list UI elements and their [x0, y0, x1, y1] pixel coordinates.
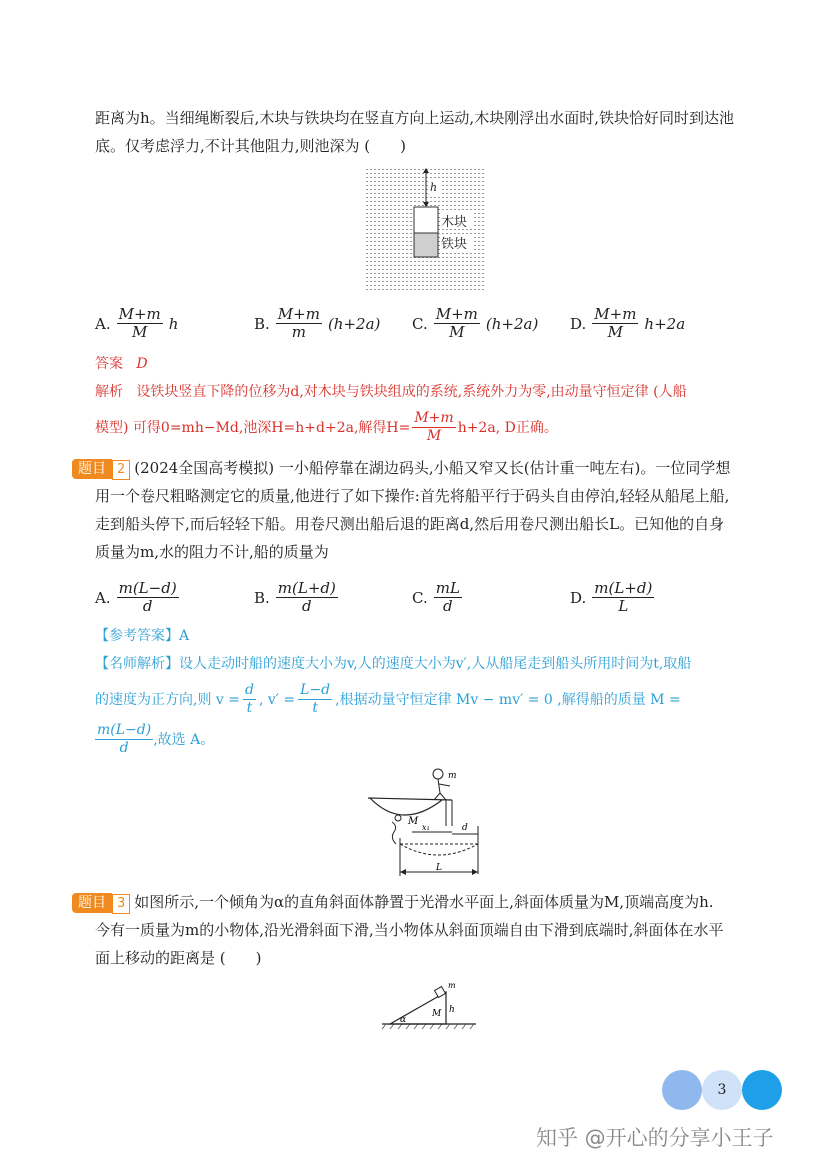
option-fraction: [434, 306, 480, 341]
q2-figure-L-label: L: [436, 863, 442, 873]
frac-numerator: L−d: [300, 682, 331, 698]
q1-figure-wood-label: 木块: [441, 215, 468, 230]
answer-label: 答案: [95, 356, 123, 372]
option-tail: (h+2a): [327, 314, 381, 333]
q1-option-b[interactable]: [254, 306, 380, 341]
analysis-label: 【名师解析】: [95, 656, 179, 672]
q2-ref-answer: 【参考答案】A: [95, 628, 190, 644]
q2-option-b[interactable]: [254, 580, 338, 615]
frac-denominator: d: [443, 597, 453, 615]
q2-option-a[interactable]: [95, 580, 179, 615]
frac-denominator: M: [132, 323, 148, 341]
option-letter: D.: [570, 314, 587, 333]
frac-numerator: M+m: [118, 305, 161, 323]
analysis-text: ,根据动量守恒定律 Mv − mv′ = 0 ,解得船的质量 M =: [335, 691, 681, 708]
q2-analysis-line3: [95, 722, 760, 757]
analysis-text: 模型) 可得0=mh−Md,池深H=h+d+2a,解得H=: [95, 419, 411, 436]
option-letter: C.: [412, 588, 428, 607]
q1-answer: [95, 350, 760, 378]
q2-analysis-line2: [95, 682, 760, 717]
frac-numerator: M+m: [277, 305, 320, 323]
q1-analysis-line1: [95, 378, 760, 406]
analysis-text: h+2a, D正确。: [457, 419, 558, 436]
option-tail: (h+2a): [485, 314, 539, 333]
q3-figure-m-label: m: [448, 981, 456, 990]
frac-numerator: m(L+d): [277, 579, 336, 597]
frac-denominator: t: [312, 700, 318, 716]
option-letter: D.: [570, 588, 587, 607]
frac-denominator: L: [618, 597, 629, 615]
option-letter: A.: [95, 314, 111, 333]
q3-figure-M-label: M: [432, 1009, 442, 1019]
q2-figure-m-label: m: [448, 771, 457, 781]
analysis-fraction-v: [243, 682, 256, 717]
analysis-fraction-v2: [298, 682, 332, 717]
question-tag: 题目: [72, 459, 112, 479]
option-fraction: [276, 580, 338, 615]
question-text: (2024全国高考模拟) 一小船停靠在湖边码头,小船又窄又长(估计重一吨左右)。一位同学想: [134, 459, 731, 477]
q2-text-line2: 用一个卷尺粗略测定它的质量,他进行了如下操作:首先将船平行于码头自由停泊,轻轻从船尾上船,: [95, 487, 730, 505]
frac-denominator: t: [246, 700, 253, 716]
option-fraction: [592, 306, 638, 341]
q2-figure-x1-label: x₁: [422, 823, 430, 832]
q3-text-line1: [72, 888, 772, 916]
question-text: 如图所示,一个倾角为α的直角斜面体静置于光滑水平面上,斜面体质量为M,顶端高度为h.: [134, 893, 714, 911]
q2-figure-d-label: d: [462, 823, 468, 833]
q2-text-line1: [72, 454, 772, 482]
option-fraction: [434, 580, 462, 615]
frac-numerator: M+m: [435, 305, 478, 323]
page-number: 3: [702, 1070, 742, 1110]
analysis-label: 解析: [95, 384, 123, 400]
answer-value: D: [136, 356, 148, 372]
analysis-text: 设人走动时船的速度大小为v,人的速度大小为v′,人从船尾走到船头所用时间为t,取船: [179, 656, 692, 672]
frac-denominator: d: [302, 597, 312, 615]
analysis-fraction-M: [95, 722, 153, 757]
option-letter: B.: [254, 588, 270, 607]
q1-figure-h-label: h: [430, 181, 438, 194]
frac-denominator: m: [291, 323, 306, 341]
page-circle-right: [742, 1070, 782, 1110]
question-number: 3: [112, 894, 130, 914]
question-tag: 题目: [72, 893, 112, 913]
frac-numerator: m(L−d): [97, 722, 152, 738]
q1-option-c[interactable]: [412, 306, 538, 341]
q3-figure-h-label: h: [449, 1005, 455, 1015]
option-fraction: [117, 306, 163, 341]
frac-numerator: M+m: [594, 305, 637, 323]
analysis-text: ,故选 A。: [153, 731, 215, 748]
q1-text-line2: 底。仅考虑浮力,不计其他阻力,则池深为 ( ): [95, 137, 407, 155]
analysis-text: , v′ =: [258, 691, 296, 708]
option-tail: h+2a: [644, 314, 686, 333]
frac-denominator: d: [142, 597, 153, 615]
q1-pool-figure: [366, 168, 486, 292]
q1-option-a[interactable]: [95, 306, 178, 341]
analysis-text: 设铁块竖直下降的位移为d,对木块与铁块组成的系统,系统外力为零,由动量守恒定律 (人船: [136, 384, 687, 400]
q3-text-line3: 面上移动的距离是 ( ): [95, 949, 262, 967]
analysis-fraction: [412, 410, 455, 445]
frac-numerator: m(L+d): [594, 579, 653, 597]
frac-numerator: d: [245, 682, 254, 698]
q1-analysis-line2: [95, 410, 760, 445]
page-circle-left: [662, 1070, 702, 1110]
q2-option-d[interactable]: [570, 580, 654, 615]
q2-figure-M-label: M: [408, 816, 419, 827]
frac-numerator: M+m: [414, 410, 454, 426]
q2-text-line3: 走到船头停下,而后轻轻下船。用卷尺测出船后退的距离d,然后用卷尺测出船长L。已知他的自身: [95, 515, 725, 533]
q2-text-line4: 质量为m,水的阻力不计,船的质量为: [95, 543, 329, 561]
q1-figure-iron-label: 铁块: [441, 237, 468, 252]
q2-boat-figure: [362, 766, 492, 878]
option-letter: A.: [95, 588, 111, 607]
option-tail: h: [168, 314, 179, 333]
option-letter: B.: [254, 314, 270, 333]
q2-option-c[interactable]: [412, 580, 462, 615]
q1-option-d[interactable]: [570, 306, 685, 341]
option-fraction: [276, 306, 322, 341]
frac-denominator: M: [607, 323, 624, 341]
q3-text-line2: 今有一质量为m的小物体,沿光滑斜面下滑,当小物体从斜面顶端自由下滑到底端时,斜面体在水平: [95, 921, 724, 939]
option-fraction: [592, 580, 654, 615]
q3-incline-figure: [380, 976, 480, 1030]
frac-denominator: d: [119, 740, 129, 756]
watermark: 知乎 @开心的分享小王子: [536, 1126, 774, 1150]
q2-analysis-line1: [95, 650, 760, 678]
question-number: 2: [112, 460, 130, 480]
option-letter: C.: [412, 314, 428, 333]
q1-text-line1: 距离为h。当细绳断裂后,木块与铁块均在竖直方向上运动,木块刚浮出水面时,铁块恰好同时到达池: [95, 109, 734, 127]
frac-numerator: mL: [435, 579, 460, 597]
analysis-text: 的速度为正方向,则 v =: [95, 691, 240, 708]
frac-numerator: m(L−d): [118, 579, 177, 597]
option-fraction: [117, 580, 179, 615]
frac-denominator: M: [449, 323, 465, 341]
frac-denominator: M: [426, 428, 442, 444]
q3-figure-alpha-label: α: [400, 1015, 407, 1025]
